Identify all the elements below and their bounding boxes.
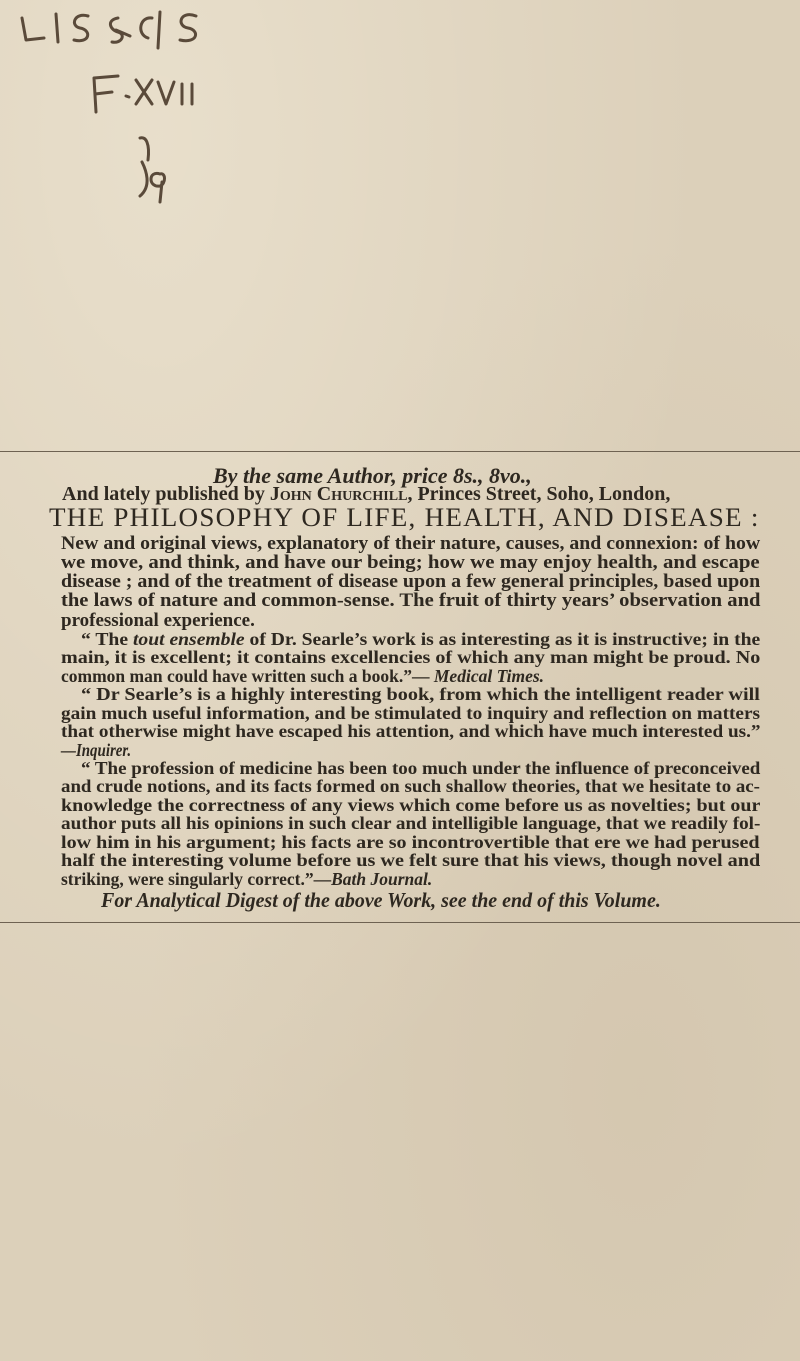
review-2-source: —Inquirer. <box>61 740 132 760</box>
review-3-line-5: low him in his argument; his facts are so incontrovertible that ere we had perused <box>61 832 760 852</box>
review-3-line-3: knowledge the correctness of any views which come before us as novelties; but our <box>61 795 761 815</box>
footer-note: For Analytical Digest of the above Work, see the end of this Volume. <box>101 888 661 912</box>
review-3-line-4: author puts all his opinions in such clear and intelligible language, that we readily fol- <box>61 813 761 833</box>
review-3-source: Bath Journal. <box>331 869 433 889</box>
handwritten-shelfmark <box>0 0 230 230</box>
review-1-text-c: common man could have written such a book.”— <box>61 666 434 686</box>
publisher-advertisement <box>0 458 800 918</box>
review-2-line-2: gain much useful information, and be stimulated to inquiry and reflection on matters <box>61 703 761 723</box>
review-1-source: Medical Times. <box>433 666 545 686</box>
review-3-line-7 <box>61 869 432 890</box>
description-line-1: New and original views, explanatory of their nature, causes, and connexion: of how <box>61 533 761 554</box>
description-line-2: we move, and think, and have our being; how we may enjoy health, and escape <box>61 552 760 573</box>
description-line-5: professional experience. <box>61 610 255 631</box>
intro-line: By the same Author, price 8s., 8vo., <box>213 463 532 488</box>
review-1-line-2: main, it is excellent; it contains excellencies of which any man might be proud. No <box>61 647 761 667</box>
review-1-emphasis: tout ensemble <box>132 629 245 649</box>
review-3-line-6: half the interesting volume before us we felt sure that his views, though novel and <box>61 850 761 870</box>
review-2-line-3: that otherwise might have escaped his attention, and which have much interested us.” <box>61 721 761 741</box>
publisher-name: John Churchill <box>269 483 408 505</box>
book-title: THE PHILOSOPHY OF LIFE, HEALTH, AND DISEASE : <box>49 503 760 532</box>
bottom-rule <box>0 922 800 923</box>
publisher-prefix: And lately published by <box>62 483 270 505</box>
review-3-line-1: “ The profession of medicine has been too much under the influence of preconceived <box>81 758 761 778</box>
review-3-text-end: striking, were singularly correct.”— <box>61 869 332 889</box>
shelfmark-drawing <box>0 0 230 230</box>
review-1-text-a: “ The <box>81 629 133 649</box>
review-1-text-b: of Dr. Searle’s work is as interesting as it is instructive; in the <box>244 629 761 649</box>
publisher-suffix: , Princes Street, Soho, London, <box>407 483 671 505</box>
description-line-3: disease ; and of the treatment of disease upon a few general principles, based upon <box>61 571 761 592</box>
review-2-line-1: “ Dr Searle’s is a highly interesting book, from which the intelligent reader will <box>81 684 760 704</box>
top-rule <box>0 451 800 452</box>
description-line-4: the laws of nature and common-sense. The fruit of thirty years’ observation and <box>61 590 761 611</box>
review-3-line-2: and crude notions, and its facts formed on such shallow theories, that we hesitate to ac- <box>61 776 760 796</box>
